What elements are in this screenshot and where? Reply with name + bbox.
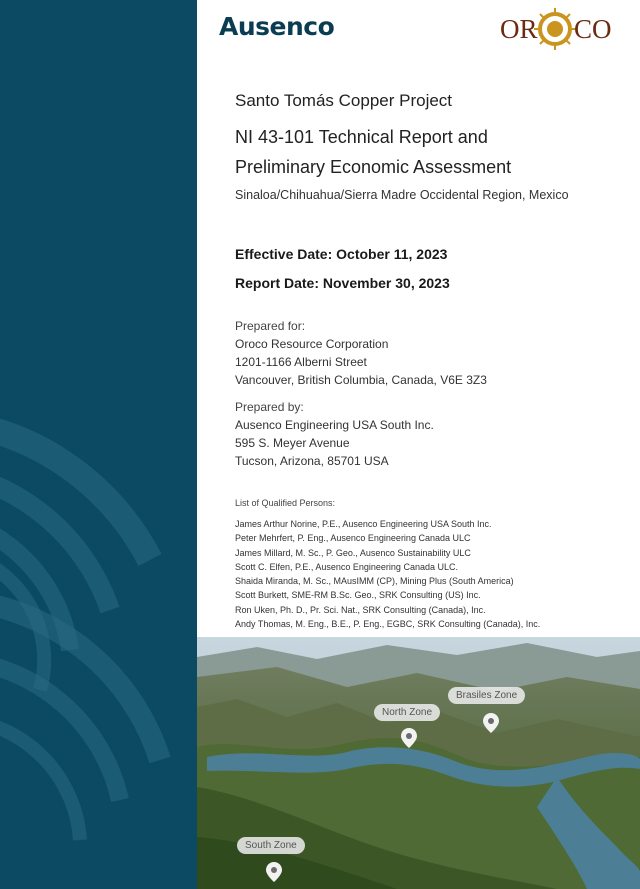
prepared-by-line: 595 S. Meyer Avenue: [235, 436, 350, 450]
ausenco-logo: Ausenco: [219, 12, 335, 41]
list-item: James Arthur Norine, P.E., Ausenco Engineering USA South Inc.: [235, 519, 492, 529]
report-title-line2: Preliminary Economic Assessment: [235, 157, 512, 177]
oroco-logo: [500, 6, 626, 52]
region-subtitle: Sinaloa/Chihuahua/Sierra Madre Occidental Region, Mexico: [235, 188, 569, 202]
north-zone-pin-icon: [400, 727, 418, 749]
prepared-by-label: Prepared by:: [235, 400, 304, 414]
project-title: Santo Tomás Copper Project: [235, 91, 453, 110]
north-zone-label: North Zone: [374, 704, 440, 721]
list-item: Scott Burkett, SME-RM B.Sc. Geo., SRK Consulting (US) Inc.: [235, 590, 481, 601]
dates-block: [235, 240, 450, 298]
south-zone-label: South Zone: [237, 837, 305, 854]
qualified-persons-list: [235, 517, 540, 631]
list-item: Peter Mehrfert, P. Eng., Ausenco Engineering Canada ULC: [235, 533, 471, 544]
list-item: Shaida Miranda, M. Sc., MAusIMM (CP), Mining Plus (South America): [235, 576, 514, 587]
sidebar-band: [0, 0, 197, 889]
svg-text:CO: CO: [574, 14, 612, 44]
decorative-arcs: [0, 0, 197, 889]
prepared-for-line: 1201-1166 Alberni Street: [235, 355, 367, 369]
list-item: Scott C. Elfen, P.E., Ausenco Engineering Canada ULC.: [235, 561, 458, 572]
prepared-for-label: Prepared for:: [235, 319, 306, 333]
list-item: James Millard, M. Sc., P. Geo., Ausenco Sustainability ULC: [235, 547, 471, 558]
south-zone-pin-icon: [265, 861, 283, 883]
prepared-by-line: Tucson, Arizona, 85701 USA: [235, 454, 389, 468]
report-title-line1: NI 43-101 Technical Report and: [235, 127, 488, 147]
report-title: [235, 122, 625, 182]
aerial-photo: [197, 637, 640, 889]
report-date: Report Date: November 30, 2023: [235, 275, 450, 291]
list-item: Ron Uken, Ph. D., Pr. Sci. Nat., SRK Consulting (Canada), Inc.: [235, 604, 486, 615]
title-block: [235, 90, 625, 202]
prepared-by-block: [235, 398, 434, 470]
brasiles-zone-pin-icon: [482, 712, 500, 734]
effective-date: Effective Date: October 11, 2023: [235, 246, 448, 262]
brasiles-zone-label: Brasiles Zone: [448, 687, 525, 704]
svg-text:OR: OR: [500, 14, 538, 44]
list-item: Andy Thomas, M. Eng., B.E., P. Eng., EGBC, SRK Consulting (Canada), Inc.: [235, 619, 541, 630]
prepared-by-line: Ausenco Engineering USA South Inc.: [235, 418, 434, 432]
prepared-for-line: Oroco Resource Corporation: [235, 337, 389, 351]
prepared-for-line: Vancouver, British Columbia, Canada, V6E 3Z3: [235, 373, 487, 387]
prepared-for-block: [235, 317, 487, 389]
qualified-persons-title: List of Qualified Persons:: [235, 498, 336, 508]
